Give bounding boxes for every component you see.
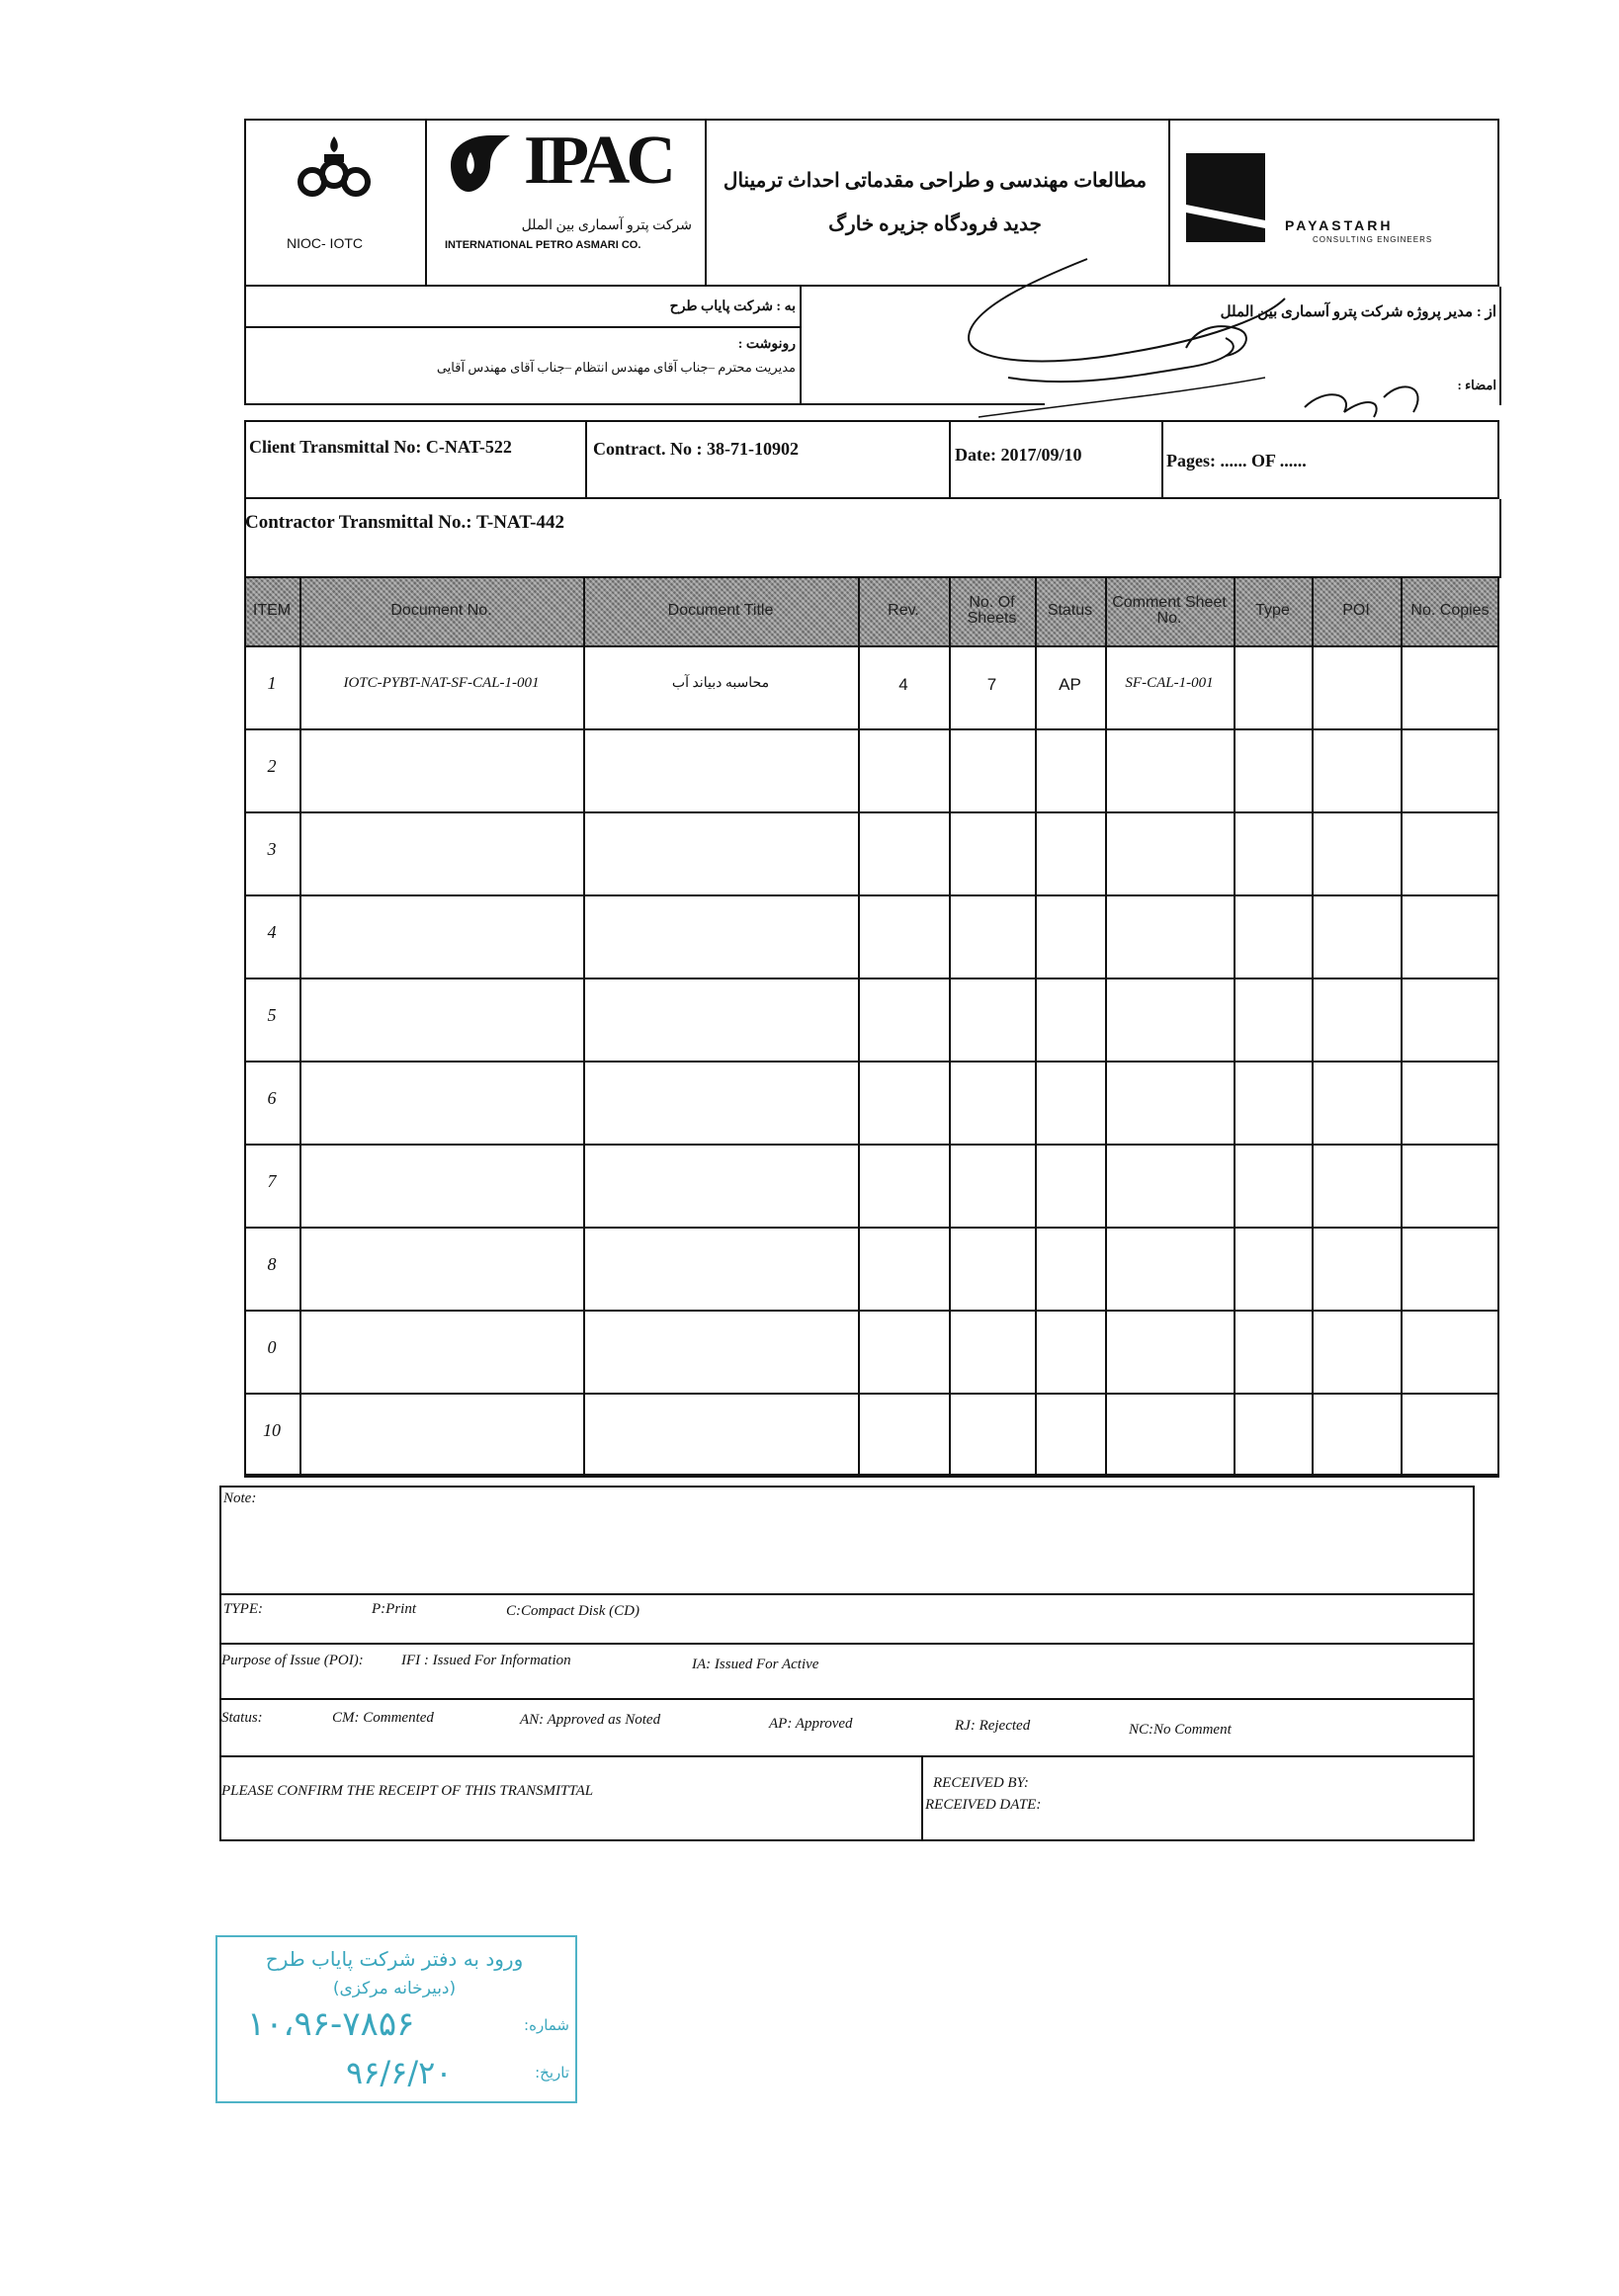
table-column-line [1312,576,1314,1476]
table-header-cell: No. Of Sheets [949,576,1035,645]
stamp-date-label: تاریخ: [535,2064,569,2082]
table-row-line [244,811,1499,813]
status-ap: AP: Approved [769,1716,853,1732]
stamp-number-label: شماره: [524,2016,569,2034]
table-cell-docNo: IOTC-PYBT-NAT-SF-CAL-1-001 [343,675,540,691]
table-header-cell: POI [1312,576,1401,645]
row-number: 4 [267,922,277,942]
payastarh-sub: CONSULTING ENGINEERS [1313,235,1433,244]
received-by: RECEIVED BY: [933,1775,1029,1791]
table-column-line [299,576,301,1476]
project-title-line1: مطالعات مهندسی و طراحی مقدماتی احداث ترمینال [723,170,1148,192]
ipac-english-name: INTERNATIONAL PETRO ASMARI CO. [445,239,641,251]
table-header-cell: Comment Sheet No. [1105,576,1234,645]
table-column-line [1234,576,1236,1476]
row-number: 2 [267,756,277,776]
table-header-cell: Status [1035,576,1105,645]
row-number: 0 [267,1337,277,1357]
cc-value: مدیریت محترم –جناب آقای مهندس انتظام –جناب آقای مهندس آقایی [436,360,796,375]
ipac-persian-name: شرکت پترو آسماری بین الملل [521,218,692,233]
table-header-cell: Type [1234,576,1312,645]
row-number: 8 [267,1254,277,1274]
table-column-line [1105,576,1107,1476]
table-row-line [244,1227,1499,1229]
row-number: 3 [267,839,277,859]
table-cell-status: AP [1059,675,1081,694]
poi-ifi: IFI : Issued For Information [401,1653,571,1668]
transmittal-date: Date: 2017/09/10 [955,445,1082,465]
stamp-line2: (دبیرخانه مرکزی) [332,1979,457,1998]
transmittal-info-row [244,420,1499,499]
table-row-line [244,894,1499,896]
handwritten-signature [890,229,1443,447]
received-date: RECEIVED DATE: [925,1797,1042,1813]
table-header-cell: Rev. [858,576,949,645]
stamp-date-value: ۹۶/۶/۲۰ [346,2054,453,2091]
confirm-receipt: PLEASE CONFIRM THE RECEIPT OF THIS TRANSMITTAL [221,1783,594,1799]
table-column-line [583,576,585,1476]
table-column-line [949,576,951,1476]
contract-no: Contract. No : 38-71-10902 [593,439,799,459]
table-header-cell: Document No. [299,576,583,645]
table-column-line [1401,576,1403,1476]
table-row-line [244,1061,1499,1063]
status-an: AN: Approved as Noted [520,1712,661,1728]
table-cell-title: محاسبه دبیاند آب [671,676,770,691]
status-nc: NC:No Comment [1129,1722,1232,1738]
signature-label: امضاء : [1457,378,1496,392]
table-row-line [244,645,1499,647]
pages-count: Pages: ...... OF ...... [1166,451,1307,470]
table-cell-comment: SF-CAL-1-001 [1125,675,1214,691]
stamp-line1: ورود به دفتر شرکت پایاب طرح [265,1947,524,1971]
type-label: TYPE: [223,1601,264,1617]
poi-ia: IA: Issued For Active [692,1657,819,1672]
type-print: P:Print [372,1601,416,1617]
status-label: Status: [221,1710,263,1726]
nioc-label: NIOC- IOTC [287,235,363,251]
project-title-line2: جدید فرودگاه جزیره خارگ [828,213,1042,235]
row-number: 5 [267,1005,277,1025]
table-row-line [244,1393,1499,1395]
nioc-logo-icon [295,130,374,210]
row-number: 1 [267,673,277,693]
client-transmittal-no: Client Transmittal No: C-NAT-522 [249,437,512,457]
status-cm: CM: Commented [332,1710,434,1726]
table-row-line [244,978,1499,979]
ipac-drop-icon [441,130,520,200]
note-label: Note: [223,1490,257,1506]
table-row-line [244,1476,1499,1478]
payastarh-name: PAYASTARH [1285,217,1394,233]
stamp-number-value: ۱۰،۹۶-۷۸۵۶ [247,2004,415,2044]
to-field: به : شرکت پایاب طرح [669,299,796,314]
ipac-logo-text: IPAC [524,123,672,199]
table-cell-sheets: 7 [986,675,997,694]
poi-label: Purpose of Issue (POI): [221,1653,364,1668]
receipt-stamp [215,1935,577,2103]
table-row-line [244,1310,1499,1312]
table-row-line [244,728,1499,730]
row-number: 6 [267,1088,277,1108]
status-rj: RJ: Rejected [955,1718,1031,1734]
table-header-cell: No. Copies [1401,576,1499,645]
row-number: 10 [263,1420,281,1440]
table-header-cell: Document Title [583,576,858,645]
table-cell-rev: 4 [898,675,908,694]
cc-label: رونوشت : [737,337,796,352]
table-column-line [858,576,860,1476]
table-row-line [244,1144,1499,1146]
type-cd: C:Compact Disk (CD) [506,1603,639,1619]
table-header-cell: ITEM [244,576,299,645]
table-column-line [1035,576,1037,1476]
contractor-transmittal-no: Contractor Transmittal No.: T-NAT-442 [245,512,564,533]
from-field: از : مدیر پروژه شرکت پترو آسماری بین الملل [1220,304,1496,320]
row-number: 7 [267,1171,277,1191]
